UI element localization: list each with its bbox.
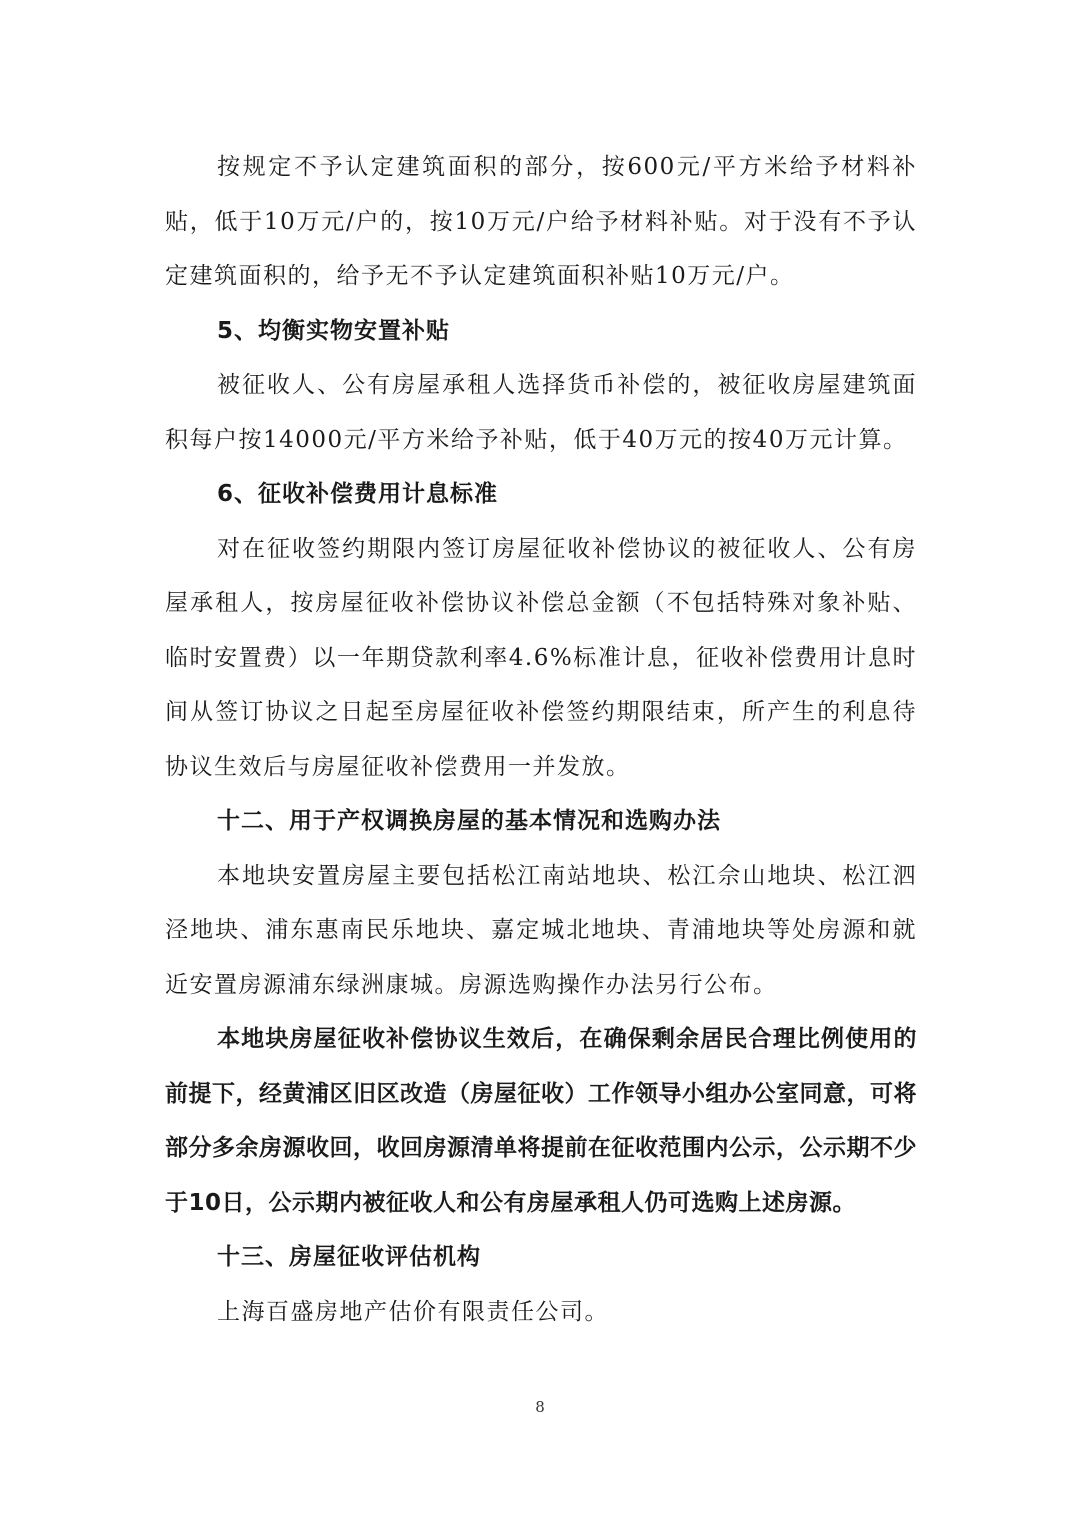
document-body — [165, 140, 917, 1339]
heading-section-12: 十二、用于产权调换房屋的基本情况和选购办法 — [217, 808, 721, 834]
paragraph-interest-standard: 对在征收签约期限内签订房屋征收补偿协议的被征收人、公有房屋承租人，按房屋征收补偿协议补偿总金额（不包括特殊对象补贴、临时安置费）以一年期贷款利率4.6%标准计息，征收补偿费用计息时间从签订协议之日起至房屋征收补偿签约期限结束，所产生的利息待协议生效后与房屋征收补偿费用一并发放。 — [165, 535, 917, 780]
heading-interest-standard: 6、征收补偿费用计息标准 — [217, 481, 499, 507]
paragraph-material-subsidy: 按规定不予认定建筑面积的部分，按600元/平方米给予材料补贴，低于10万元/户的，按10万元/户给予材料补贴。对于没有不予认定建筑面积的，给予无不予认定建筑面积补贴10万元/户。 — [165, 154, 917, 289]
paragraph-housing-sources: 本地块安置房屋主要包括松江南站地块、松江佘山地块、松江泗泾地块、浦东惠南民乐地块、嘉定城北地块、青浦地块等处房源和就近安置房源浦东绿洲康城。房源选购操作办法另行公布。 — [165, 862, 917, 998]
paragraph-housing-recall: 本地块房屋征收补偿协议生效后，在确保剩余居民合理比例使用的前提下，经黄浦区旧区改造（房屋征收）工作领导小组办公室同意，可将部分多余房源收回，收回房源清单将提前在征收范围内公示，公示期不少于10日，公示期内被征收人和公有房屋承租人仍可选购上述房源。 — [165, 1026, 917, 1216]
paragraph-balanced-subsidy: 被征收人、公有房屋承租人选择货币补偿的，被征收房屋建筑面积每户按14000元/平方米给予补贴，低于40万元的按40万元计算。 — [165, 372, 917, 453]
page-number: 8 — [535, 1398, 545, 1416]
heading-section-13: 十三、房屋征收评估机构 — [217, 1244, 481, 1270]
paragraph-appraisal-agency: 上海百盛房地产估价有限责任公司。 — [217, 1298, 609, 1325]
heading-balanced-subsidy: 5、均衡实物安置补贴 — [217, 317, 451, 344]
